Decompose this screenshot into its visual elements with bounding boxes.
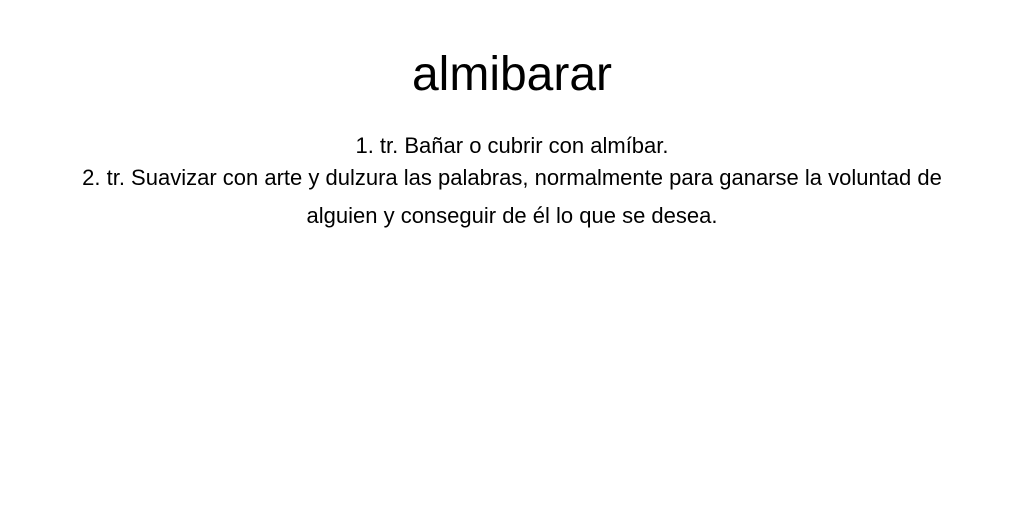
definition-2: 2. tr. Suavizar con arte y dulzura las palabras, normalmente para ganarse la voluntad de alguien y conseguir de él lo que se desea. bbox=[82, 165, 942, 228]
definition-list bbox=[80, 130, 944, 235]
headword: almibarar bbox=[411, 48, 613, 101]
definition-1: 1. tr. Bañar o cubrir con almíbar. bbox=[355, 133, 669, 158]
